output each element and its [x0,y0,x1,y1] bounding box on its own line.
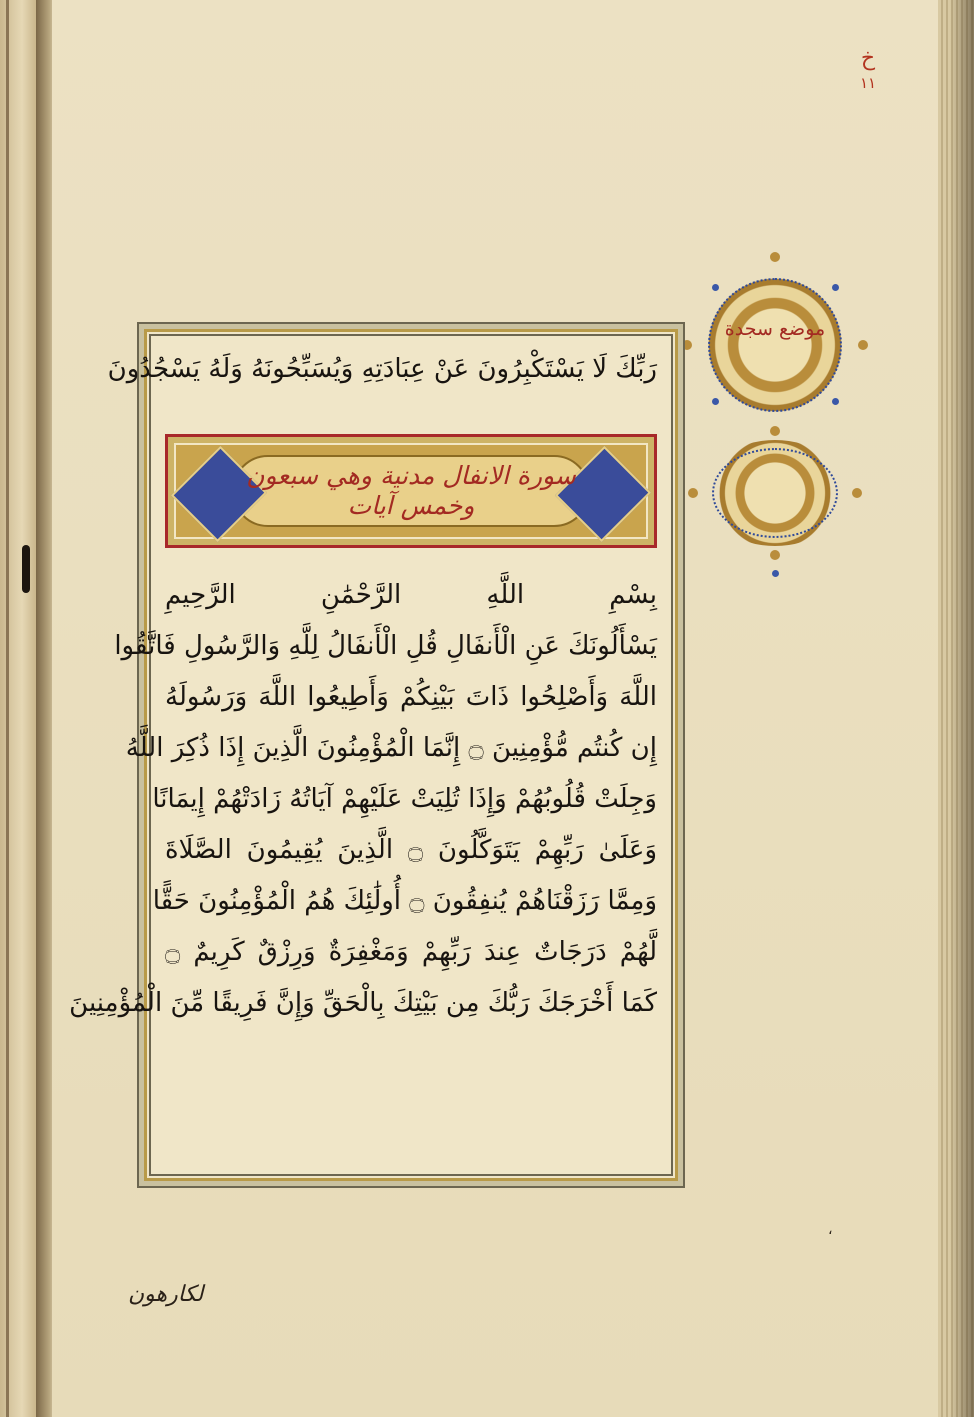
text-line: لَّهُمْ دَرَجَاتٌ عِندَ رَبِّهِمْ وَمَغْفِرَةٌ وَرِزْقٌ كَرِيمٌ ۝ [165,937,657,967]
text-line: كَمَا أَخْرَجَكَ رَبُّكَ مِن بَيْتِكَ بِالْحَقِّ وَإِنَّ فَرِيقًا مِّنَ الْمُؤْمِنِينَ [69,988,657,1018]
medallion-ring [708,278,842,412]
folio-digits: ١١ [859,74,877,92]
finial-icon [770,252,780,262]
finial-icon [858,340,868,350]
text-line: وَعَلَىٰ رَبِّهِمْ يَتَوَكَّلُونَ ۝ الَّذِينَ يُقِيمُونَ الصَّلَاةَ [165,835,657,865]
finial-icon [770,426,780,436]
folio-number [852,48,884,94]
text-line: وَمِمَّا رَزَقْنَاهُمْ يُنفِقُونَ ۝ أُولَٰئِكَ هُمُ الْمُؤْمِنُونَ حَقًّا [152,886,657,916]
text-line-top: رَبِّكَ لَا يَسْتَكْبِرُونَ عَنْ عِبَادَتِهِ وَيُسَبِّحُونَهُ وَلَهُ يَسْجُدُونَ [107,354,657,384]
medallion-ring [712,448,838,538]
previous-page-rule [6,0,9,1417]
decorative-medallion [704,440,846,546]
text-line: يَسْأَلُونَكَ عَنِ الْأَنفَالِ قُلِ الْأَنفَالُ لِلَّهِ وَالرَّسُولِ فَاتَّقُوا [114,631,657,661]
surah-headpiece [165,434,657,548]
text-frame-inner [69,329,678,1181]
finial-icon [772,570,779,577]
finial-icon [712,284,719,291]
text-line: اللَّهَ وَأَصْلِحُوا ذَاتَ بَيْنِكُمْ وَأَطِيعُوا اللَّهَ وَرَسُولَهُ [165,682,657,712]
binding-notch [22,545,30,593]
text-block [69,344,657,1160]
surah-title: سورة الانفال مدنية وهي سبعون وخمس آيات [246,461,576,520]
catchword-signature: لكارهون [128,1282,204,1307]
text-line: بِسْمِ اللَّهِ الرَّحْمَٰنِ الرَّحِيمِ [165,580,657,610]
text-line: إِن كُنتُم مُّؤْمِنِينَ ۝ إِنَّمَا الْمُؤْمِنُونَ الَّذِينَ إِذَا ذُكِرَ اللَّهُ [125,733,657,763]
finial-icon [688,488,698,498]
headpiece-illumination [174,443,648,539]
finial-icon [712,398,719,405]
finial-icon [832,284,839,291]
page-edge-shadow [950,0,974,1417]
text-frame [69,322,685,1188]
medallion-label: موضع سجدة [724,318,826,340]
folio-letter: خ [860,46,876,71]
finial-icon [852,488,862,498]
margin-mark: ، [828,1222,833,1238]
previous-page-edge [0,0,40,1417]
body-text [69,570,657,1029]
finial-icon [770,550,780,560]
text-line: وَجِلَتْ قُلُوبُهُمْ وَإِذَا تُلِيَتْ عَلَيْهِمْ آيَاتُهُ زَادَتْهُمْ إِيمَانًا [152,784,657,814]
finial-icon [832,398,839,405]
sajda-medallion [700,270,850,420]
